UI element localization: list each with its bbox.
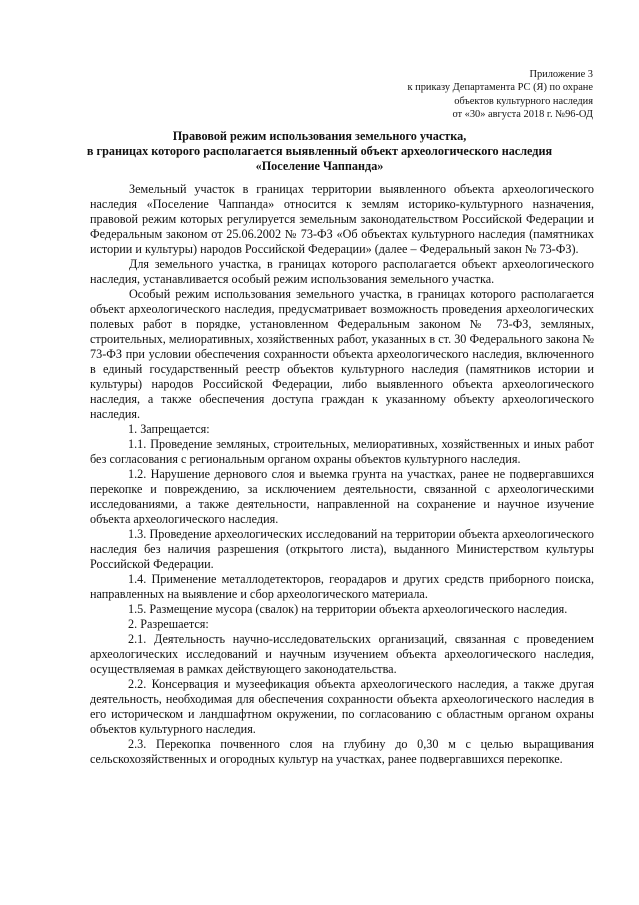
item-1-3: 1.3. Проведение археологических исследований на территории объекта археологического наследия без наличия разрешения (открытого листа), выданного Министерством культуры Российской Федерации. (90, 527, 594, 571)
section-permitted: 2. Разрешается: (128, 617, 209, 631)
item-2-1: 2.1. Деятельность научно-исследовательских организаций, связанная с проведением археологических исследований и научным изучением объекта археологического наследия, осуществляемая в рамках действующего законодательства. (90, 632, 594, 676)
title-line-3: «Поселение Чаппанда» (255, 159, 384, 173)
item-2-3: 2.3. Перекопка почвенного слоя на глубину до 0,30 м с целью выращивания сельскохозяйственных и огородных культур на участках, ранее подвергавшихся перекопке. (90, 737, 594, 766)
section-prohibited: 1. Запрещается: (128, 422, 210, 436)
order-reference-continued: объектов культурного наследия (454, 95, 593, 107)
item-1-1: 1.1. Проведение земляных, строительных, мелиоративных, хозяйственных и иных работ без согласования с региональным органом охраны объектов культурного наследия. (90, 437, 594, 466)
order-reference: к приказу Департамента РС (Я) по охране (407, 82, 593, 94)
item-1-4: 1.4. Применение металлодетекторов, георадаров и других средств приборного поиска, направленных на выявление и сбор археологического материала. (90, 572, 594, 601)
paragraph-intro: Земельный участок в границах территории выявленного объекта археологического наследия «Поселение Чаппанда» относится к землям историко-культурного назначения, правовой режим которых регулируется земельным законодательством Российской Федерации и Федеральным законом от 25.06.2002 № 73-ФЗ «Об объектах культурного наследия (памятниках истории и культуры) народов Российской Федерации» (далее – Федеральный закон № 73-ФЗ). (90, 182, 594, 256)
appendix-header (353, 68, 593, 122)
document-body (90, 182, 594, 767)
paragraph-regime-details: Особый режим использования земельного участка, в границах которого располагается объект археологического наследия, предусматривает возможность проведения археологических полевых работ в порядке, установленном Федеральным законом № 73-ФЗ, земляных, строительных, мелиоративных, хозяйственных работ, указанных в ст. 30 Федерального закона № 73-ФЗ при условии обеспечения сохранности объекта археологического наследия, включенного в единый государственный реестр объектов культурного наследия (памятников истории и культуры) народов Российской Федерации, либо выявленного объекта археологического наследия, а также обеспечения доступа граждан к указанному объекту археологического наследия. (90, 287, 594, 421)
appendix-number: Приложение 3 (529, 69, 593, 80)
item-2-2: 2.2. Консервация и музеефикация объекта археологического наследия, а также другая деятельность, необходимая для обеспечения сохранности объекта археологического наследия в его историческом и ландшафтном окружении, по согласованию с областным органом охраны объектов культурного наследия. (90, 677, 594, 736)
order-date-number: от «30» августа 2018 г. №96-ОД (452, 109, 593, 121)
item-1-5: 1.5. Размещение мусора (свалок) на территории объекта археологического наследия. (128, 602, 568, 616)
title-line-2: в границах которого располагается выявленный объект археологического наследия (86, 144, 553, 158)
title-line-1: Правовой режим использования земельного участка, (172, 129, 467, 143)
document-title (60, 129, 579, 174)
paragraph-special-regime: Для земельного участка, в границах которого располагается объект археологического наследия, устанавливается особый режим использования земельного участка. (90, 257, 594, 286)
item-1-2: 1.2. Нарушение дернового слоя и выемка грунта на участках, ранее не подвергавшихся перекопке и повреждению, за исключением деятельности, связанной с археологическими исследованиями, а также деятельности, направленной на сохранение и научное изучение объекта археологического наследия. (90, 467, 594, 526)
